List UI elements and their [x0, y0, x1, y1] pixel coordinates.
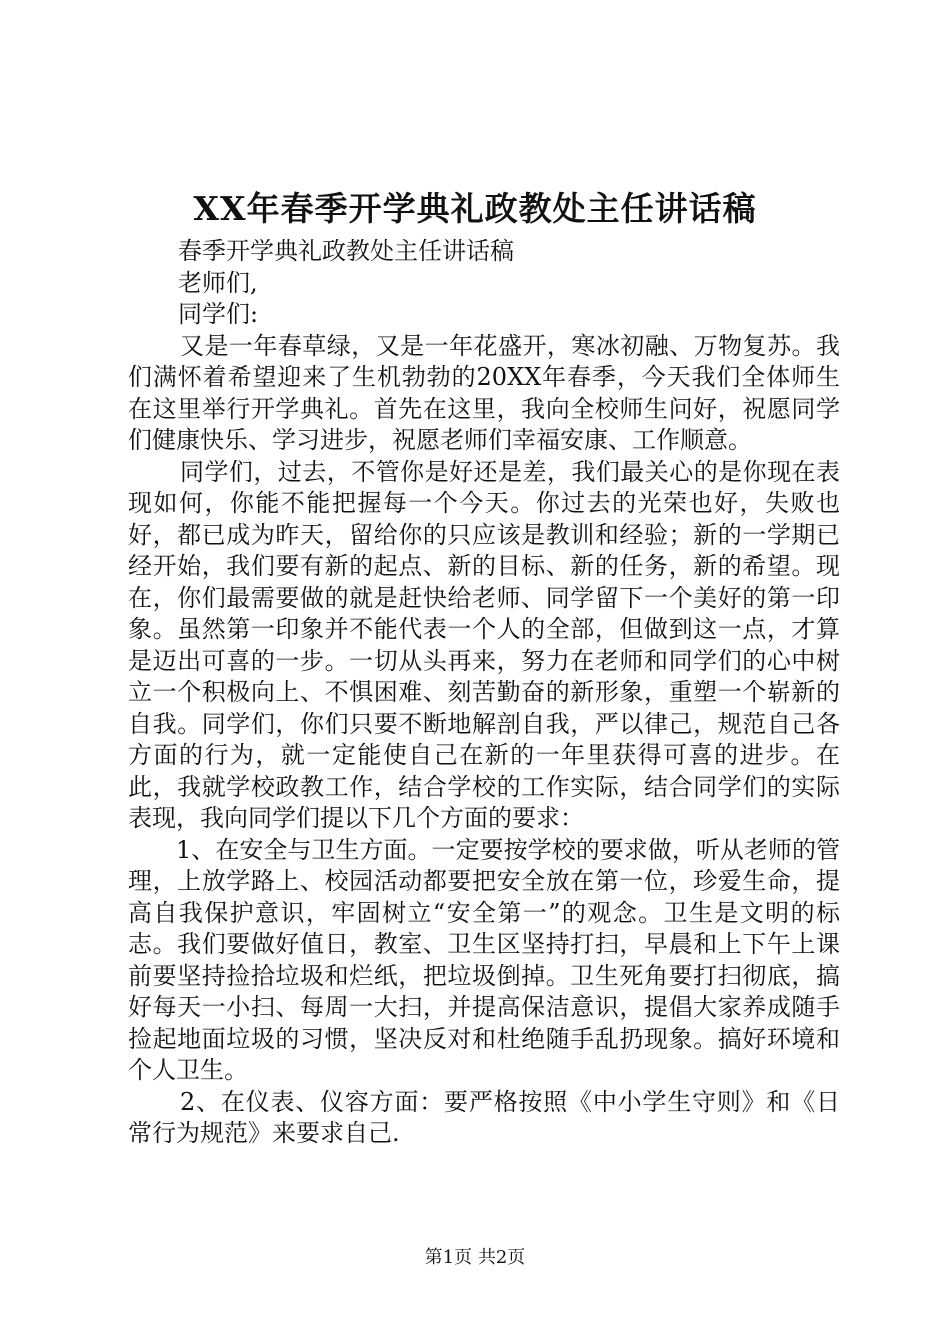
document-body — [128, 236, 840, 1150]
page-title: XX年春季开学典礼政教处主任讲话稿 — [193, 189, 757, 228]
paragraph-students: 同学们，过去，不管你是好还是差，我们最关心的是你现在表现如何，你能不能把握每一个今天。你过去的光荣也好，失败也好，都已成为昨天，留给你的只应该是教训和经验；新的一学期已经开始，我们要有新的起点、新的目标、新的任务，新的希望。现在，你们最需要做的就是赶快给老师、同学留下一个美好的第一印象。虽然第一印象并不能代表一个人的全部，但做到这一点，才算是迈出可喜的一步。一切从头再来，努力在老师和同学们的心中树立一个积极向上、不惧困难、刻苦勤奋的新形象，重塑一个崭新的自我。同学们，你们只要不断地解剖自我，严以律己，规范自己各方面的行为，就一定能使自己在新的一年里获得可喜的进步。在此，我就学校政教工作，结合学校的工作实际，结合同学们的实际表现，我向同学们提以下几个方面的要求： — [128, 457, 840, 832]
paragraph-safety-hygiene: 1、在安全与卫生方面。一定要按学校的要求做，听从老师的管理，上放学路上、校园活动都要把安全放在第一位，珍爱生命，提高自我保护意识，牢固树立“安全第一”的观念。卫生是文明的标志。我们要做好值日，教室、卫生区坚持打扫，早晨和上下午上课前要坚持捡拾垃圾和烂纸，把垃圾倒掉。卫生死角要打扫彻底，搞好每天一小扫、每周一大扫，并提高保洁意识，提倡大家养成随手捡起地面垃圾的习惯，坚决反对和杜绝随手乱扔现象。搞好环境和个人卫生。 — [128, 835, 840, 1084]
paragraph-opening: 又是一年春草绿，又是一年花盛开，寒冰初融、万物复苏。我们满怀着希望迎来了生机勃勃的20XX年春季，今天我们全体师生在这里举行开学典礼。首先在这里，我向全校师生问好，祝愿同学们健康快乐、学习进步，祝愿老师们幸福安康、工作顺意。 — [128, 331, 840, 454]
salutation-teachers: 老师们, — [178, 268, 258, 297]
paragraph-appearance: 2、在仪表、仪容方面：要严格按照《中小学生守则》和《日常行为规范》来要求自己. — [128, 1087, 840, 1147]
page-footer: 第1页 共2页 — [424, 1247, 526, 1268]
subtitle: 春季开学典礼政教处主任讲话稿 — [178, 237, 514, 265]
salutation-students: 同学们: — [178, 300, 259, 328]
